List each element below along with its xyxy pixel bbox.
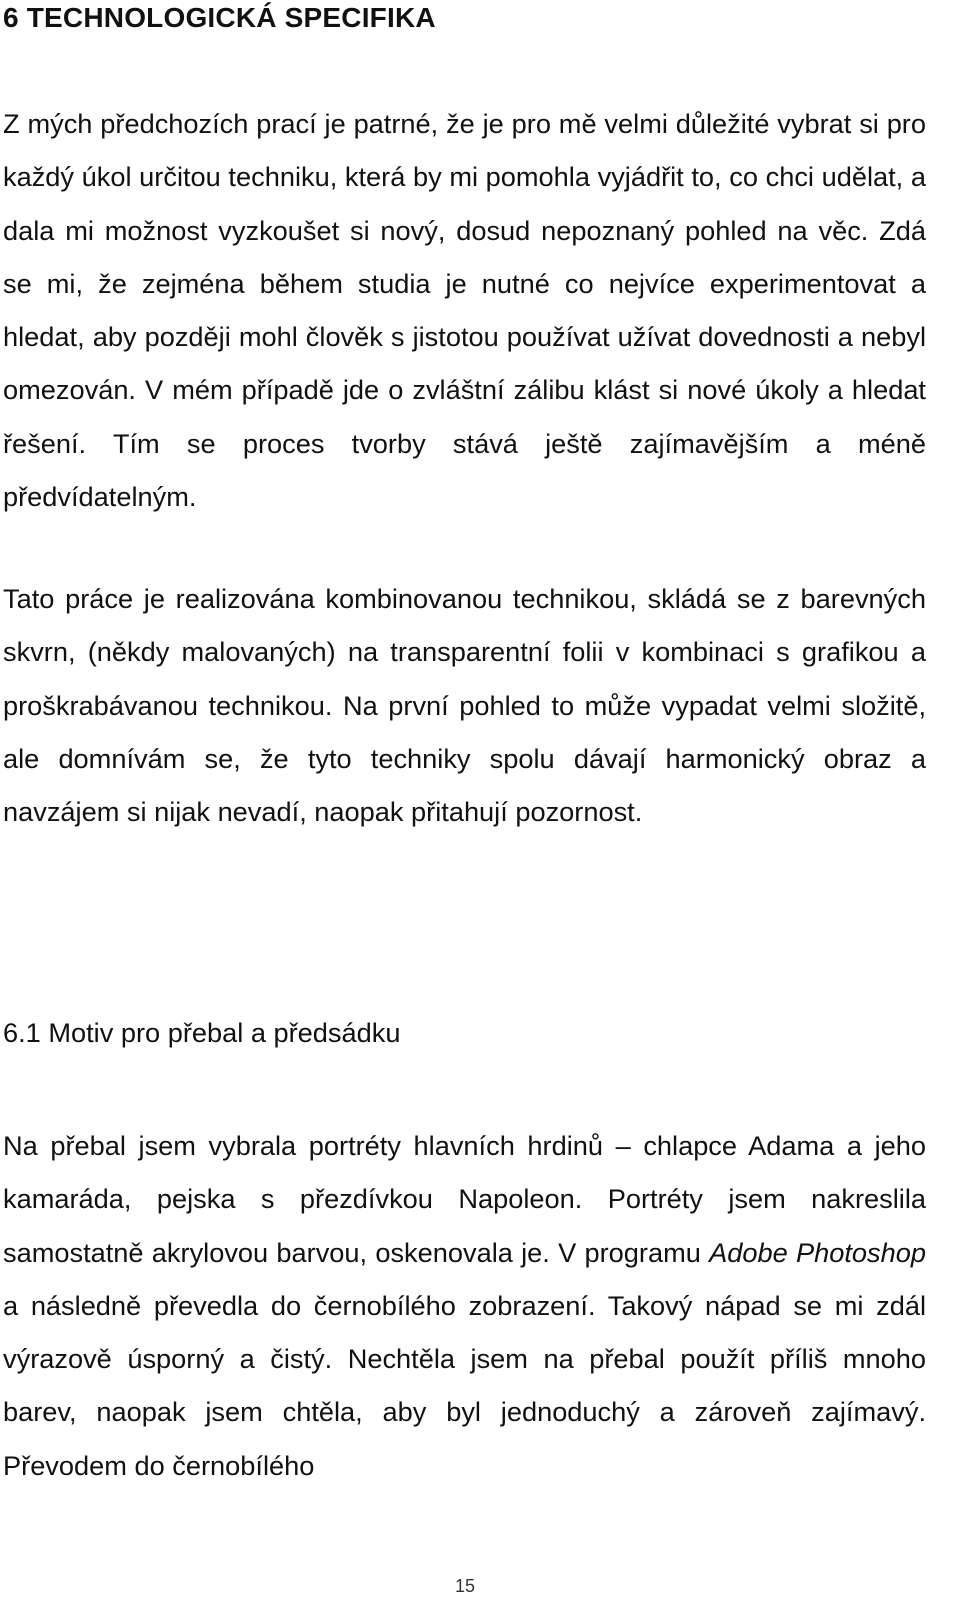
paragraph-intro: Z mých předchozích prací je patrné, že je pro mě velmi důležité vybrat si pro každý úkol určitou techniku, která by mi pomohla vyjádřit to, co chci udělat, a dala mi možnost vyzkoušet si nový, dosud nepoznaný pohled na věc. Zdá se mi, že zejména během studia je nutné co nejvíce experimentovat a hledat, aby později mohl člověk s jistotou používat užívat dovednosti a nebyl omezován. V mém případě jde o zvláštní zálibu klást si nové úkoly a hledat řešení. Tím se proces tvorby stává ještě zajímavějším a méně předvídatelným. bbox=[3, 108, 926, 513]
section-title: 6.1 Motiv pro přebal a předsádku bbox=[3, 1017, 401, 1048]
page-number: 15 bbox=[454, 1576, 476, 1596]
software-name: Adobe Photoshop bbox=[709, 1236, 926, 1268]
paragraph-text-before-italic: Na přebal jsem vybrala portréty hlavních hrdinů – chlapce Adama a jeho kamaráda, pejska s přezdívkou Napoleon. Portréty jsem nakreslila samostatně akrylovou barvou, oskenovala je. V programu bbox=[3, 1130, 926, 1268]
chapter-title: 6 TECHNOLOGICKÁ SPECIFIKA bbox=[3, 2, 436, 33]
paragraph-cover-motif bbox=[3, 1119, 926, 1492]
paragraph-text-after-italic: a následně převedla do černobílého zobrazení. Takový nápad se mi zdál výrazově úsporný a čistý. Nechtěla jsem na přebal použít příliš mnoho barev, naopak jsem chtěla, aby byl jednoduchý a zároveň zajímavý. Převodem do černobílého bbox=[3, 1289, 926, 1481]
paragraph-technique: Tato práce je realizována kombinovanou technikou, skládá se z barevných skvrn, (někdy malovaných) na transparentní folii v kombinaci s grafikou a proškrabávanou technikou. Na první pohled to může vypadat velmi složitě, ale domnívám se, že tyto techniky spolu dávají harmonický obraz a navzájem si nijak nevadí, naopak přitahují pozornost. bbox=[3, 583, 926, 828]
